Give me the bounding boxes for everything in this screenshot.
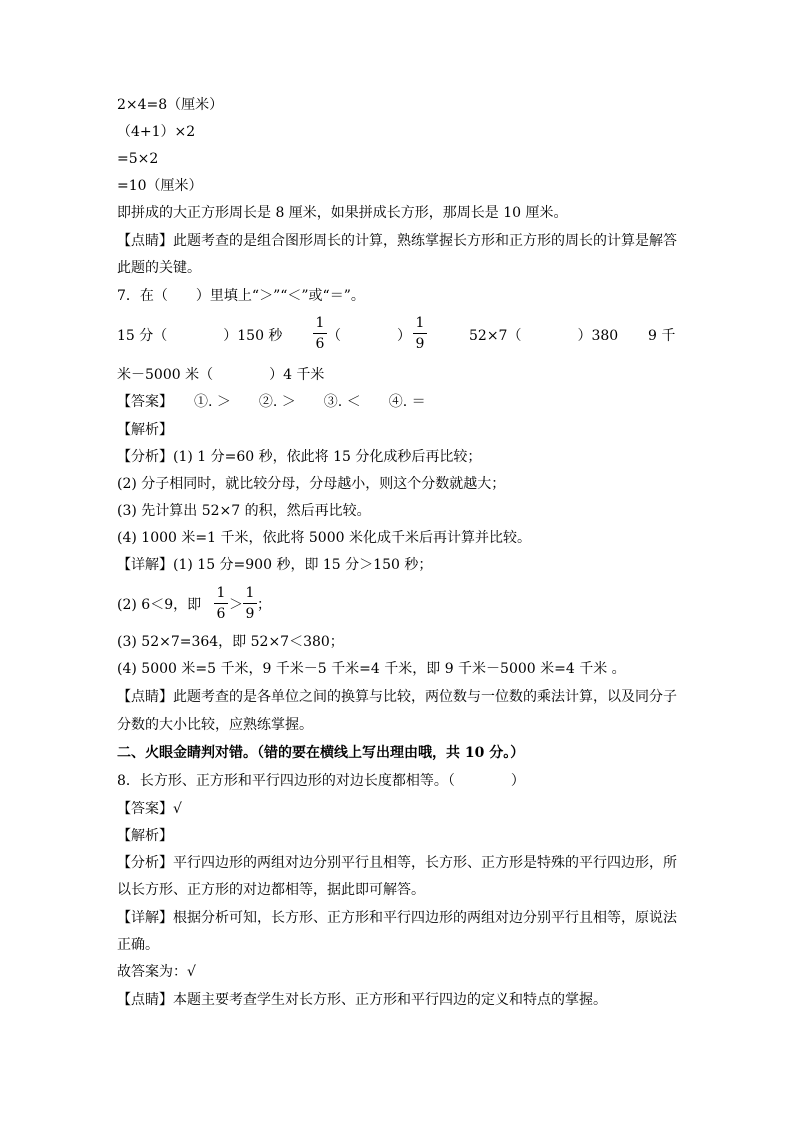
q8-detail-1: 【详解】根据分析可知，长方形、正方形和平行四边形的两组对边分别平行且相等，原说法 <box>117 910 677 926</box>
fraction-bar <box>243 603 257 604</box>
q7-analysis-4: (4) 1000 米=1 千米，依此将 5000 米化成千米后再计算并比较。 <box>117 530 531 546</box>
q7-analysis-heading: 【解析】 <box>117 422 173 438</box>
fraction-numerator: 1 <box>245 585 255 601</box>
q7-detail-2-greater: ＞ <box>229 597 243 613</box>
q7-comment-1: 【点睛】此题考查的是各单位之间的换算与比较，两位数与一位数的乘法计算，以及同分子 <box>117 689 677 705</box>
conclusion-line: 即拼成的大正方形周长是 8 厘米，如果拼成长方形，那周长是 10 厘米。 <box>117 205 568 221</box>
fraction-bar <box>413 333 427 334</box>
q7-answer: 【答案】 ①. ＞ ②. ＞ ③. ＜ ④. ＝ <box>117 394 426 410</box>
q7-detail-2-prefix: (2) 6＜9，即 <box>117 597 202 613</box>
fraction-bar <box>214 603 228 604</box>
question-8: 8．长方形、正方形和平行四边形的对边长度都相等。（ ） <box>117 773 525 789</box>
fraction-denominator: 9 <box>415 336 425 352</box>
q7-detail-3: (3) 52×7=364，即 52×7＜380； <box>117 634 344 650</box>
q7-detail-1: 【详解】(1) 15 分=900 秒，即 15 分＞150 秒； <box>117 557 433 573</box>
comment-line-1: 【点睛】此题考查的是组合图形周长的计算，熟练掌握长方形和正方形的周长的计算是解答 <box>117 233 677 249</box>
fraction-numerator: 1 <box>315 315 325 331</box>
q8-analysis-1: 【分析】平行四边形的两组对边分别平行且相等，长方形、正方形是特殊的平行四边形，所 <box>117 855 677 871</box>
calc-line-1: 2×4=8（厘米） <box>117 97 224 113</box>
q7-detail-4: (4) 5000 米=5 千米，9 千米－5 千米=4 千米，即 9 千米－5000 米=4 千米 。 <box>117 661 626 677</box>
fraction-bar <box>313 333 327 334</box>
q8-answer: 【答案】√ <box>117 801 182 817</box>
q7-analysis-1: 【分析】(1) 1 分=60 秒，依此将 15 分化成秒后再比较； <box>117 449 482 465</box>
q7-detail-2-suffix: ； <box>257 597 271 613</box>
q7-item-c: 52×7（ ）380 <box>469 328 619 344</box>
q7-item-a: 15 分（ ）150 秒 <box>117 328 283 344</box>
q7-item-b-blank: （ ） <box>327 328 411 344</box>
q8-final-answer: 故答案为：√ <box>117 964 196 980</box>
fraction-denominator: 9 <box>245 606 255 622</box>
section-2-heading: 二、火眼金睛判对错。（错的要在横线上写出理由哦，共 10 分。） <box>117 745 525 761</box>
q7-fraction-1-6 <box>313 314 327 353</box>
q7-detail-fraction-1-9 <box>243 584 257 623</box>
q7-analysis-2: (2) 分子相同时，就比较分母，分母越小，则这个分数就越大； <box>117 476 506 492</box>
calc-line-2: （4+1）×2 <box>117 124 196 140</box>
q7-fraction-1-9 <box>413 314 427 353</box>
fraction-denominator: 6 <box>216 606 226 622</box>
q8-analysis-heading: 【解析】 <box>117 828 173 844</box>
q8-detail-2: 正确。 <box>117 937 159 953</box>
q8-comment: 【点睛】本题主要考查学生对长方形、正方形和平行四边的定义和特点的掌握。 <box>117 992 607 1008</box>
calc-line-4: =10（厘米） <box>117 178 203 194</box>
q7-item-d-end: 米－5000 米（ ）4 千米 <box>117 367 325 383</box>
fraction-numerator: 1 <box>216 585 226 601</box>
question-7-title: 7．在（ ）里填上“＞”“＜”或“＝”。 <box>117 288 365 304</box>
q8-analysis-2: 以长方形、正方形的对边都相等，据此即可解答。 <box>117 882 425 898</box>
calc-line-3: =5×2 <box>117 151 159 167</box>
q7-item-d-start: 9 千 <box>648 328 676 344</box>
fraction-denominator: 6 <box>315 336 325 352</box>
comment-line-2: 此题的关键。 <box>117 260 201 276</box>
q7-comment-2: 分数的大小比较，应熟练掌握。 <box>117 717 313 733</box>
fraction-numerator: 1 <box>415 315 425 331</box>
q7-detail-fraction-1-6 <box>214 584 228 623</box>
q7-analysis-3: (3) 先计算出 52×7 的积，然后再比较。 <box>117 503 371 519</box>
